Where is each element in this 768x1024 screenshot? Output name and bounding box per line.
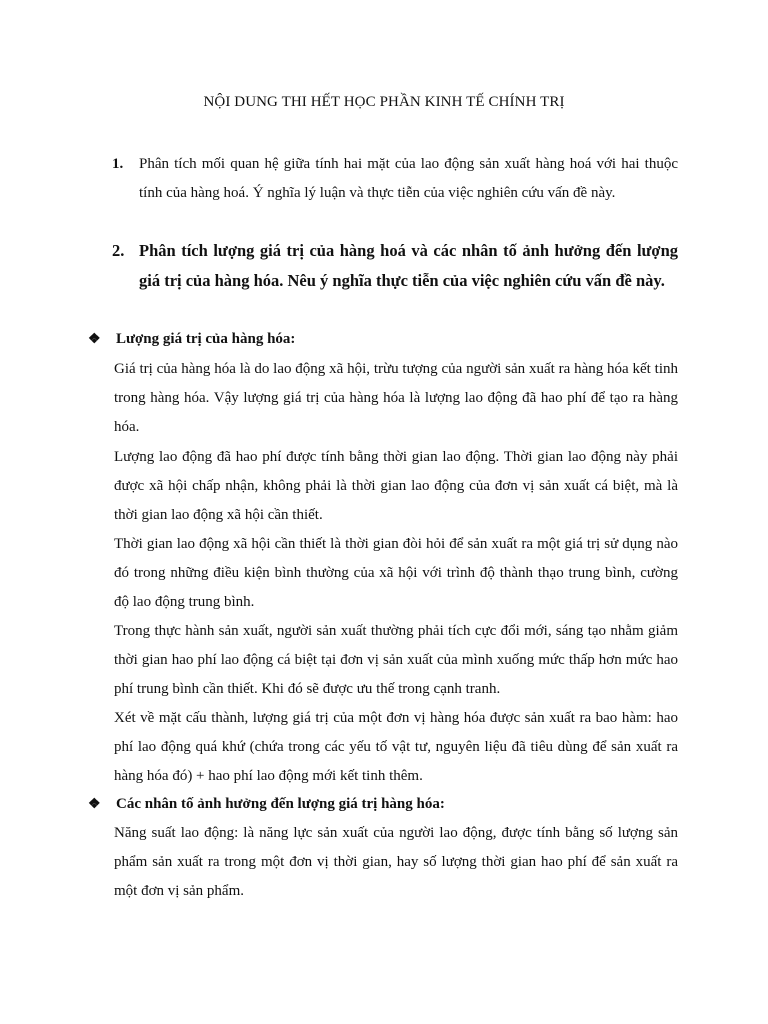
- question-number: 2.: [112, 241, 125, 260]
- paragraph: Giá trị của hàng hóa là do lao động xã hội, trừu tượng của người sản xuất ra hàng hóa kết tinh trong hàng hóa. Vậy lượng giá trị của hàng hóa là lượng lao động đã hao phí để tạo ra hàng hóa.: [114, 361, 678, 435]
- question-item-1: [112, 150, 678, 208]
- question-text: Phân tích mối quan hệ giữa tính hai mặt của lao động sản xuất hàng hoá với hai thuộc tính của hàng hoá. Ý nghĩa lý luận và thực tiễn của việc nghiên cứu vấn đề này.: [139, 156, 678, 201]
- paragraph: Xét về mặt cấu thành, lượng giá trị của một đơn vị hàng hóa được sản xuất ra bao hàm: hao phí lao động quá khứ (chứa trong các yếu tố vật tư, nguyên liệu đã tiêu dùng để sản xuất ra hàng hóa đó) + hao phí lao động mới kết tinh thêm.: [114, 710, 678, 784]
- paragraph: Lượng lao động đã hao phí được tính bằng thời gian lao động. Thời gian lao động này phải được xã hội chấp nhận, không phải là thời gian lao động của đơn vị sản xuất cá biệt, mà là thời gian lao động xã hội cần thiết.: [114, 449, 678, 523]
- diamond-bullet-icon: ❖: [88, 332, 101, 347]
- paragraph: Trong thực hành sản xuất, người sản xuất thường phải tích cực đổi mới, sáng tạo nhằm giảm thời gian hao phí lao động cá biệt tại đơn vị sản xuất của mình xuống mức thấp hơn mức hao phí trung bình cần thiết. Khi đó sẽ được ưu thế trong cạnh tranh.: [114, 623, 678, 697]
- section-heading-text: Các nhân tố ảnh hưởng đến lượng giá trị hàng hóa:: [116, 796, 445, 812]
- question-text: Phân tích lượng giá trị của hàng hoá và các nhân tố ảnh hưởng đến lượng giá trị của hàng hóa. Nêu ý nghĩa thực tiễn của việc nghiên cứu vấn đề này.: [139, 241, 678, 290]
- paragraph: Năng suất lao động: là năng lực sản xuất của người lao động, được tính bằng số lượng sản phẩm sản xuất ra trong một đơn vị thời gian, hay số lượng thời gian hao phí để sản xuất ra một đơn vị sản phẩm.: [114, 825, 678, 899]
- section-heading-factors: [88, 796, 445, 813]
- section-heading-value: [88, 331, 295, 348]
- question-number: 1.: [112, 156, 124, 172]
- section-heading-text: Lượng giá trị của hàng hóa:: [116, 331, 296, 347]
- document-title: NỘI DUNG THI HẾT HỌC PHẦN KINH TẾ CHÍNH TRỊ: [203, 94, 565, 110]
- question-item-2: [112, 236, 678, 296]
- diamond-bullet-icon: ❖: [88, 797, 101, 812]
- paragraph: Thời gian lao động xã hội cần thiết là thời gian đòi hỏi để sản xuất ra một giá trị sử dụng nào đó trong những điều kiện bình thường của xã hội với trình độ thành thạo trung bình, cường độ lao động trung bình.: [114, 536, 678, 610]
